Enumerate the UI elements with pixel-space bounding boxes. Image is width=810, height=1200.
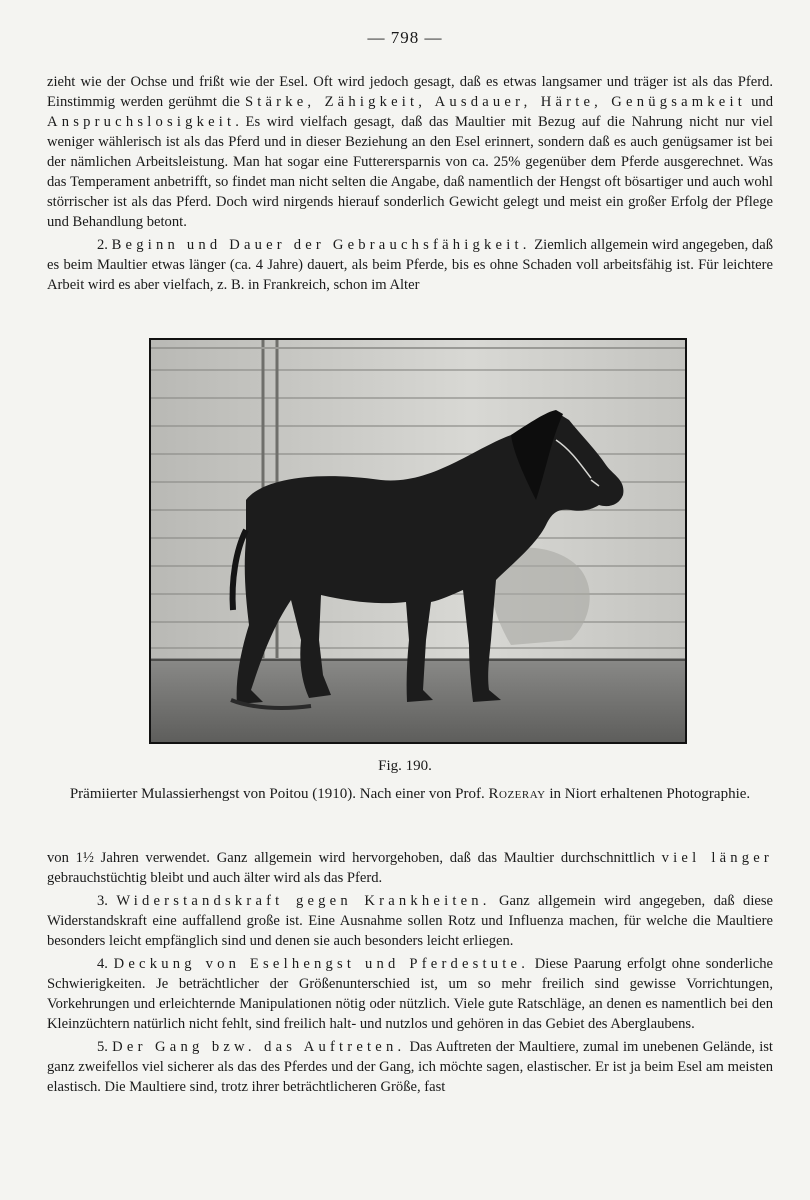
spaced-emphasis: Stärke, Zähigkeit, Ausdauer, Härte, Genügsamkeit [244,94,746,110]
paragraph-text: von 1½ Jahren verwendet. Ganz allgemein wird hervorgehoben, daß das Maultier durchschnittlich [47,850,662,866]
section-heading: Deckung von Eselhengst und Pferdestute. [113,956,530,972]
section-number: 3. [97,893,117,909]
caption-author-name: Rozeray [488,786,546,802]
paragraph-text: Diese Paarung erfolgt ohne sonderliche Schwierigkeiten. Je beträchtlicher der Größenunterschied ist, um so mehr freilich sind gewisse Vorrichtungen, Vorkehrungen und erleichternde Manipulationen nötig oder nützlich. Viele gute Ratschläge, an denen es namentlich bei den Kleinzüchtern natürlich nicht fehlt, sind freilich halt- und nutzlos und gehören in das Gebiet des Aberglaubens. [47,956,774,1032]
paragraph-section-4 [47,954,773,1034]
section-number: 5. [97,1039,113,1055]
caption-text: in Niort erhaltenen Photographie. [545,786,751,802]
paragraph-section-3 [47,891,773,951]
section-number: 2. [97,237,112,253]
section-number: 4. [97,956,114,972]
paragraph-text: zieht wie der Ochse und frißt wie der Esel. Oft wird jedoch gesagt, daß es etwas langsamer und träger ist als das Pferd. Einstimmig werden gerühmt die [47,74,773,110]
paragraph-section-5 [47,1037,773,1097]
figure-label: Fig. 190. [378,758,432,774]
spaced-emphasis: Anspruchslosigkeit [47,114,236,130]
figure-caption [47,784,773,805]
page-number: — 798 — [367,28,443,47]
paragraph-text: und [746,94,773,110]
paragraph-text: . Es wird vielfach gesagt, daß das Maultier mit Bezug auf die Nahrung nicht nur viel weniger wählerisch ist als das Pferd und in dieser Beziehung an den Esel erinnert, sondern daß es auch genügsamer ist bei der nämlichen Arbeitsleistung. Man hat sogar eine Futterersparnis von ca. 25% gegenüber dem Pferde ausgerechnet. Was das Temperament anbetrifft, so findet man nicht selten die Angabe, daß namentlich der Hengst oft bösartiger und auch wohl störrischer ist als das Pferd. Doch wird nirgends hierauf sonderlich Gewicht gelegt und meist ein großer Erfolg der Pflege und Behandlung betont. [47,114,773,230]
paragraph-text: gebrauchstüchtig bleibt und auch älter wird als das Pferd. [47,870,383,886]
paragraph-text: Das Auftreten der Maultiere, zumal im unebenen Gelände, ist ganz zweifellos viel sicherer als das des Pferdes und der Gang, ich möchte sagen, elastischer. Er ist ja beim Esel am meisten elastisch. Die Maultiere sind, trotz ihrer beträchtlicheren Größe, fast [47,1039,773,1095]
spaced-emphasis: viel länger [661,850,773,866]
paragraph-text: Ganz allgemein wird angegeben, daß diese Widerstandskraft eine auffallend große ist. Eine Ausnahme sollen Rotz und Influenza machen, für welche die Maultiere besonders leicht empfänglich sind und denen sie auch besonders leicht erliegen. [47,893,774,949]
caption-text: Prämiierter Mulassierhengst von Poitou (1910). Nach einer von Prof. [69,786,489,802]
paragraph-section-2 [47,235,773,295]
top-text-block [47,72,773,295]
figure-photograph [149,338,687,744]
paragraph-text: Ziemlich allgemein wird angegeben, daß es beim Maultier etwas länger (ca. 4 Jahre) dauert, als beim Pferde, bis es ohne Schaden voll arbeitsfähig ist. Für leichtere Arbeit wird es aber vielfach, z. B. in Frankreich, schon im Alter [47,237,773,293]
bottom-text-block [47,848,773,1097]
section-heading: Beginn und Dauer der Gebrauchsfähigkeit. [111,237,531,253]
mule-stallion-photo [151,340,685,742]
paragraph-continuation [47,848,773,888]
section-heading: Der Gang bzw. das Auftreten. [112,1039,406,1055]
paragraph-temperament [47,72,773,232]
section-heading: Widerstandskraft gegen Krankheiten. [116,893,491,909]
